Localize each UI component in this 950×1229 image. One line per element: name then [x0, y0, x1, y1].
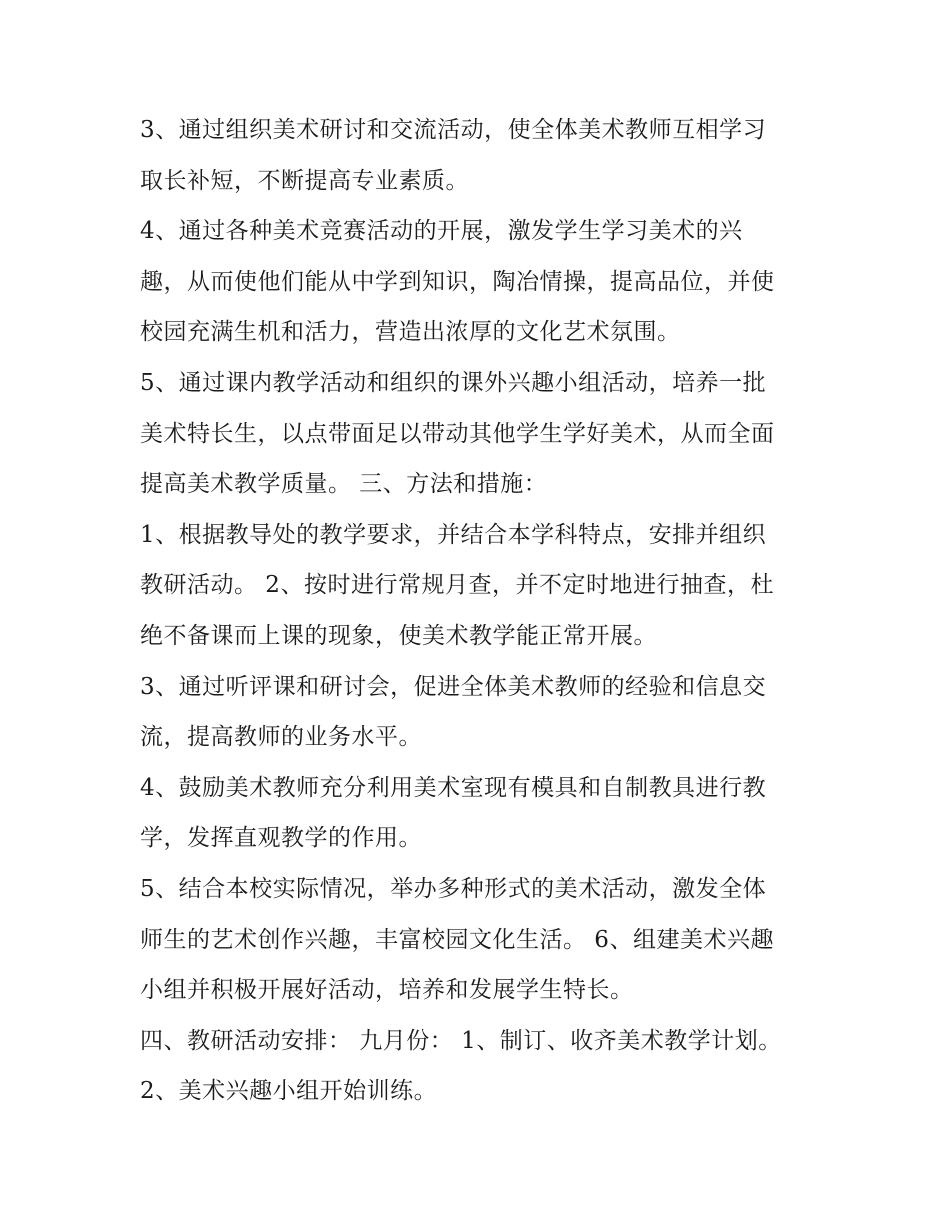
text-line: 3、通过听评课和研讨会，促进全体美术教师的经验和信息交 [140, 673, 767, 700]
text-line: 小组并积极开展好活动，培养和发展学生特长。 [140, 977, 634, 1004]
text-line: 师生的艺术创作兴趣，丰富校园文化生活。 6、组建美术兴趣 [140, 926, 774, 953]
document-body [140, 105, 820, 1117]
text-line: 2、美术兴趣小组开始训练。 [140, 1078, 438, 1105]
text-line: 5、结合本校实际情况，举办多种形式的美术活动，激发全体 [140, 875, 767, 902]
text-line: 教研活动。 2、按时进行常规月查，并不定时地进行抽查，杜 [140, 572, 774, 599]
text-line: 4、通过各种美术竞赛活动的开展，激发学生学习美术的兴 [140, 218, 743, 245]
text-line: 3、通过组织美术研讨和交流活动，使全体美术教师互相学习 [140, 117, 767, 143]
text-line: 4、鼓励美术教师充分利用美术室现有模具和自制教具进行教 [140, 774, 767, 801]
text-line: 美术特长生，以点带面足以带动其他学生学好美术，从而全面 [140, 420, 775, 447]
text-line: 5、通过课内教学活动和组织的课外兴趣小组活动，培养一批 [140, 369, 767, 396]
text-line: 趣，从而使他们能从中学到知识，陶冶情操，提高品位，并使 [140, 268, 775, 295]
text-line: 学，发挥直观教学的作用。 [140, 825, 422, 852]
text-line: 四、教研活动安排： 九月份： 1、制订、收齐美术教学计划。 [140, 1027, 782, 1054]
text-line: 1、根据教导处的教学要求，并结合本学科特点，安排并组织 [140, 521, 767, 548]
text-line: 取长补短，不断提高专业素质。 [140, 167, 469, 194]
text-line: 校园充满生机和活力，营造出浓厚的文化艺术氛围。 [140, 319, 681, 346]
text-line: 提高美术教学质量。 三、方法和措施： [140, 471, 548, 498]
text-line: 绝不备课而上课的现象，使美术教学能正常开展。 [140, 622, 657, 649]
text-line: 流，提高教师的业务水平。 [140, 724, 422, 751]
